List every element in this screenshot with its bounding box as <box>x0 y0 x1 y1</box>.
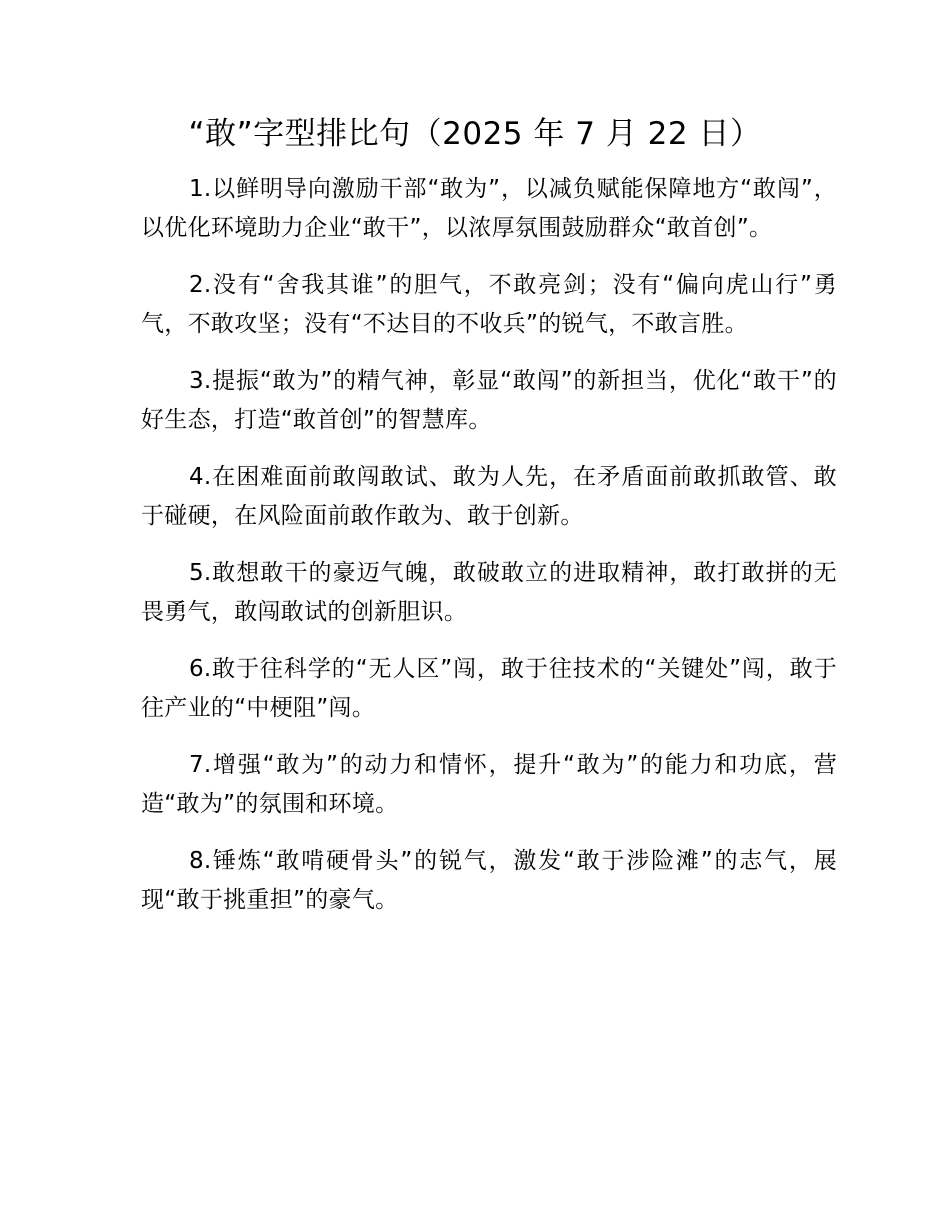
paragraph-3: 3.提振“敢为”的精气神，彰显“敢闯”的新担当，优化“敢干”的好生态，打造“敢首创”的智慧库。 <box>141 368 837 433</box>
paragraph-2: 2.没有“舍我其谁”的胆气，不敢亮剑；没有“偏向虎山行”勇气，不敢攻坚；没有“不达目的不收兵”的锐气，不敢言胜。 <box>141 272 837 337</box>
paragraph-5: 5.敢想敢干的豪迈气魄，敢破敢立的进取精神，敢打敢拼的无畏勇气，敢闯敢试的创新胆识。 <box>141 560 837 625</box>
paragraph-6: 6.敢于往科学的“无人区”闯，敢于往技术的“关键处”闯，敢于往产业的“中梗阻”闯。 <box>141 656 837 721</box>
paragraph-4: 4.在困难面前敢闯敢试、敢为人先，在矛盾面前敢抓敢管、敢于碰硬，在风险面前敢作敢为、敢于创新。 <box>141 464 837 529</box>
document-title: “敢”字型排比句（2025 年 7 月 22 日） <box>188 116 762 152</box>
paragraph-1: 1.以鲜明导向激励干部“敢为”，以减负赋能保障地方“敢闯”，以优化环境助力企业“敢干”，以浓厚氛围鼓励群众“敢首创”。 <box>141 176 837 241</box>
paragraph-8: 8.锤炼“敢啃硬骨头”的锐气，激发“敢于涉险滩”的志气，展现“敢于挑重担”的豪气。 <box>141 848 837 913</box>
paragraph-7: 7.增强“敢为”的动力和情怀，提升“敢为”的能力和功底，营造“敢为”的氛围和环境。 <box>141 752 837 817</box>
document-body <box>141 170 837 938</box>
